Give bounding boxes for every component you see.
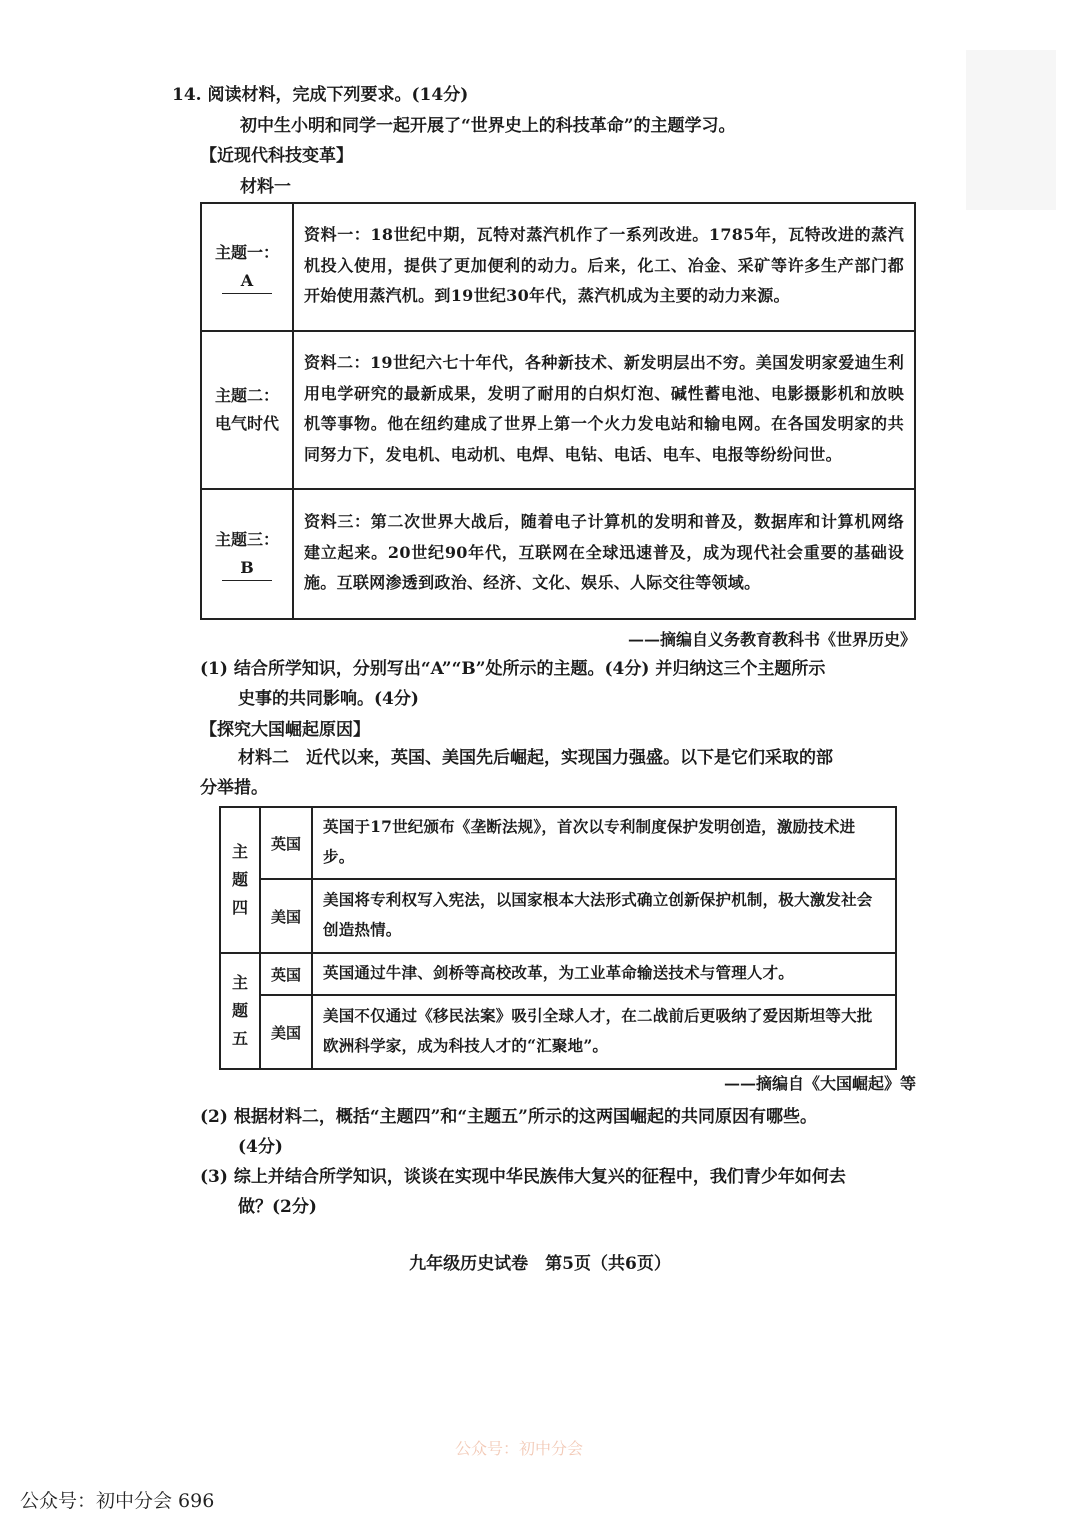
material1-label: 材料一	[240, 177, 291, 197]
question-3-line2: 做？(2分)	[238, 1197, 317, 1217]
table-row	[201, 489, 915, 619]
topic-value: 电气时代	[214, 414, 279, 433]
topic-blank-a: A	[222, 269, 272, 294]
topic-five-cell	[220, 953, 260, 1069]
country-cell: 英国	[260, 953, 312, 995]
question-2-line1: (2) 根据材料二，概括“主题四”和“主题五”所示的这两国崛起的共同原因有哪些。	[200, 1107, 817, 1127]
country-cell: 美国	[260, 995, 312, 1069]
material2-table	[219, 806, 897, 1070]
measure-content: 英国于17世纪颁布《垄断法规》，首次以专利制度保护发明创造，激励技术进步。	[312, 807, 896, 879]
material2-text	[200, 743, 920, 803]
material-content: 资料三：第二次世界大战后，随着电子计算机的发明和普及，数据库和计算机网络建立起来。20世纪90年代，互联网在全球迅速普及，成为现代社会重要的基础设施。互联网渗透到政治、经济、文化、娱乐、人际交往等领域。	[293, 489, 915, 619]
question-1	[200, 654, 920, 714]
section2-heading: 【探究大国崛起原因】	[200, 720, 370, 740]
topic-blank-b: B	[222, 556, 272, 581]
material2-line2: 分举措。	[200, 778, 268, 798]
measure-content: 美国将专利权写入宪法，以国家根本大法形式确立创新保护机制，极大激发社会创造热情。	[312, 879, 896, 953]
country-cell: 英国	[260, 807, 312, 879]
topic-label: 主题二：	[214, 386, 279, 405]
question-3	[200, 1162, 920, 1222]
source-citation-2: ——摘编自《大国崛起》等	[723, 1074, 916, 1093]
country-cell: 美国	[260, 879, 312, 953]
topic-cell	[201, 489, 293, 619]
question-1-line1: (1) 结合所学知识，分别写出“A”“B”处所示的主题。(4分) 并归纳这三个主题所示	[200, 659, 826, 679]
table-row	[220, 879, 896, 953]
question-1-line2: 史事的共同影响。(4分)	[238, 689, 419, 709]
scan-shadow	[966, 50, 1056, 210]
question-2	[200, 1102, 920, 1162]
material-content: 资料二：19世纪六七十年代，各种新技术、新发明层出不穷。美国发明家爱迪生利用电学研究的最新成果，发明了耐用的白炽灯泡、碱性蓄电池、电影摄影机和放映机等事物。他在纽约建成了世界上第一个火力发电站和输电网。在各国发明家的共同努力下，发电机、电动机、电焊、电钻、电话、电车、电报等纷纷问世。	[293, 331, 915, 489]
topic-cell	[201, 331, 293, 489]
section1-heading: 【近现代科技变革】	[200, 146, 353, 166]
material2-line1: 材料二 近代以来，英国、美国先后崛起，实现国力强盛。以下是它们采取的部	[238, 748, 833, 768]
table-row	[201, 331, 915, 489]
material-content: 资料一：18世纪中期，瓦特对蒸汽机作了一系列改进。1785年，瓦特改进的蒸汽机投入使用，提供了更加便利的动力。后来，化工、冶金、采矿等许多生产部门都开始使用蒸汽机。到19世纪30年代，蒸汽机成为主要的动力来源。	[293, 203, 915, 331]
topic-five-label: 主题五	[231, 973, 248, 1048]
topic-four-cell	[220, 807, 260, 953]
table-row	[220, 995, 896, 1069]
table-row	[220, 807, 896, 879]
measure-content: 英国通过牛津、剑桥等高校改革，为工业革命输送技术与管理人才。	[312, 953, 896, 995]
topic-four-label: 主题四	[231, 842, 248, 917]
watermark-corner: 公众号：初中分会 696	[20, 1490, 215, 1512]
material1-table	[200, 202, 916, 620]
question-2-line2: (4分)	[238, 1137, 283, 1157]
topic-label: 主题一：	[214, 243, 279, 262]
page-footer: 九年级历史试卷 第5页（共6页）	[409, 1254, 671, 1274]
table-row	[220, 953, 896, 995]
source-citation-1: ——摘编自义务教育教科书《世界历史》	[627, 630, 916, 649]
measure-content: 美国不仅通过《移民法案》吸引全球人才，在二战前后更吸纳了爱因斯坦等大批欧洲科学家，成为科技人才的“汇聚地”。	[312, 995, 896, 1069]
question-title: 14. 阅读材料，完成下列要求。(14分)	[172, 85, 469, 105]
topic-cell	[201, 203, 293, 331]
topic-label: 主题三：	[214, 530, 279, 549]
table-row	[201, 203, 915, 331]
watermark-center: 公众号：初中分会	[455, 1439, 584, 1458]
question-intro: 初中生小明和同学一起开展了“世界史上的科技革命”的主题学习。	[240, 116, 736, 136]
question-3-line1: (3) 综上并结合所学知识，谈谈在实现中华民族伟大复兴的征程中，我们青少年如何去	[200, 1167, 846, 1187]
